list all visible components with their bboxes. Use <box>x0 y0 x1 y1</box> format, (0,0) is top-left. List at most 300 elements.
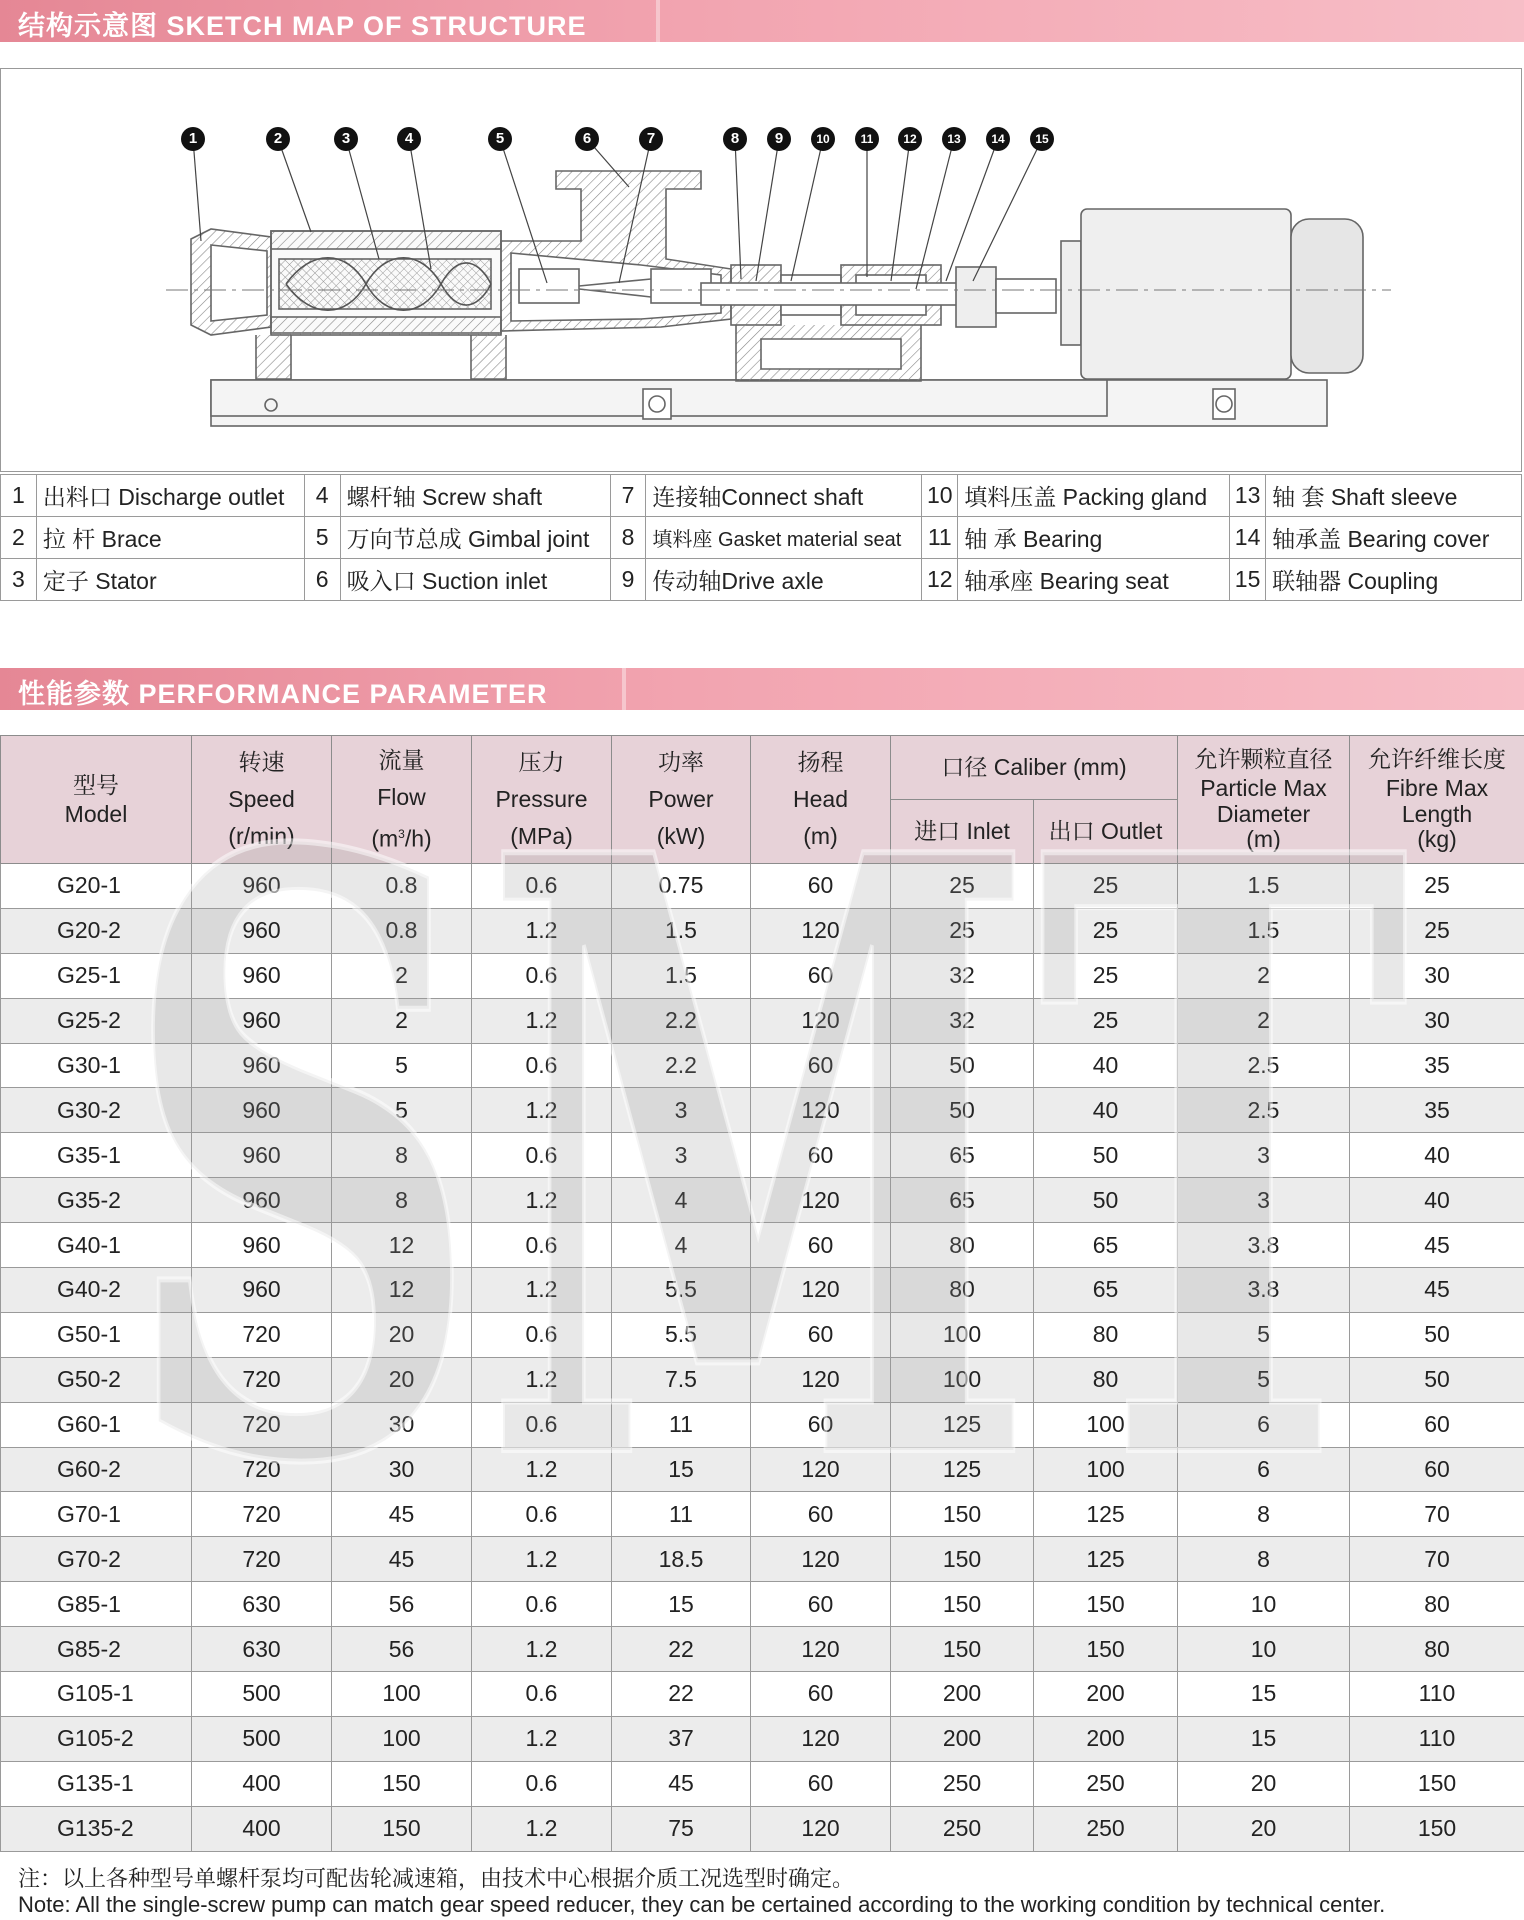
part-number: 3 <box>1 559 37 601</box>
model-cell: G70-1 <box>1 1492 192 1537</box>
part-number: 1 <box>1 475 37 517</box>
value-cell: 0.8 <box>332 864 472 909</box>
parts-legend-table <box>0 474 1522 601</box>
value-cell: 60 <box>1350 1447 1524 1492</box>
value-cell: 65 <box>891 1133 1034 1178</box>
value-cell: 120 <box>751 998 891 1043</box>
value-cell: 3 <box>1178 1133 1350 1178</box>
banner-divider <box>622 668 626 710</box>
value-cell: 40 <box>1034 1043 1178 1088</box>
value-cell: 25 <box>1350 864 1524 909</box>
value-cell: 150 <box>1350 1761 1524 1806</box>
value-cell: 1.2 <box>472 998 612 1043</box>
table-row <box>1 1761 1524 1806</box>
value-cell: 0.8 <box>332 908 472 953</box>
value-cell: 25 <box>891 908 1034 953</box>
value-cell: 250 <box>1034 1761 1178 1806</box>
callout-2: 2 <box>266 127 290 151</box>
value-cell: 100 <box>891 1312 1034 1357</box>
model-cell: G60-2 <box>1 1447 192 1492</box>
part-name: 吸入口 Suction inlet <box>340 559 610 601</box>
model-cell: G30-1 <box>1 1043 192 1088</box>
value-cell: 3.8 <box>1178 1268 1350 1313</box>
value-cell: 120 <box>751 1806 891 1851</box>
value-cell: 5.5 <box>612 1312 751 1357</box>
value-cell: 11 <box>612 1492 751 1537</box>
value-cell: 120 <box>751 1537 891 1582</box>
value-cell: 10 <box>1178 1582 1350 1627</box>
value-cell: 120 <box>751 1447 891 1492</box>
table-row <box>1 908 1524 953</box>
value-cell: 45 <box>332 1537 472 1582</box>
value-cell: 45 <box>1350 1268 1524 1313</box>
value-cell: 65 <box>891 1178 1034 1223</box>
value-cell: 45 <box>612 1761 751 1806</box>
value-cell: 1.2 <box>472 1447 612 1492</box>
value-cell: 30 <box>1350 998 1524 1043</box>
part-number: 8 <box>610 517 646 559</box>
part-number: 11 <box>922 517 958 559</box>
value-cell: 30 <box>1350 953 1524 998</box>
model-cell: G50-1 <box>1 1312 192 1357</box>
value-cell: 0.6 <box>472 953 612 998</box>
value-cell: 720 <box>192 1357 332 1402</box>
table-row <box>1 1312 1524 1357</box>
value-cell: 1.2 <box>472 1716 612 1761</box>
value-cell: 22 <box>612 1627 751 1672</box>
value-cell: 150 <box>1034 1582 1178 1627</box>
header-speed: 转速 Speed (r/min) <box>192 736 332 864</box>
part-number: 12 <box>922 559 958 601</box>
value-cell: 720 <box>192 1447 332 1492</box>
model-cell: G85-1 <box>1 1582 192 1627</box>
value-cell: 720 <box>192 1492 332 1537</box>
value-cell: 120 <box>751 908 891 953</box>
table-row <box>1 1133 1524 1178</box>
value-cell: 960 <box>192 1088 332 1133</box>
performance-banner-title: 性能参数 PERFORMANCE PARAMETER <box>18 679 548 709</box>
value-cell: 4 <box>612 1223 751 1268</box>
table-row <box>1 1223 1524 1268</box>
part-name: 传动轴Drive axle <box>646 559 922 601</box>
value-cell: 32 <box>891 998 1034 1043</box>
value-cell: 150 <box>891 1492 1034 1537</box>
value-cell: 60 <box>751 1312 891 1357</box>
value-cell: 960 <box>192 908 332 953</box>
value-cell: 150 <box>891 1582 1034 1627</box>
value-cell: 60 <box>751 1133 891 1178</box>
value-cell: 7.5 <box>612 1357 751 1402</box>
model-cell: G30-2 <box>1 1088 192 1133</box>
value-cell: 25 <box>1034 864 1178 909</box>
part-name: 万向节总成 Gimbal joint <box>340 517 610 559</box>
value-cell: 0.6 <box>472 1402 612 1447</box>
value-cell: 10 <box>1178 1627 1350 1672</box>
table-row <box>1 1537 1524 1582</box>
callout-15: 15 <box>1030 127 1054 151</box>
part-name: 定子 Stator <box>36 559 304 601</box>
callout-13: 13 <box>942 127 966 151</box>
value-cell: 125 <box>891 1447 1034 1492</box>
header-pressure: 压力 Pressure (MPa) <box>472 736 612 864</box>
value-cell: 960 <box>192 1268 332 1313</box>
value-cell: 2 <box>332 953 472 998</box>
part-number: 7 <box>610 475 646 517</box>
part-number: 13 <box>1230 475 1266 517</box>
value-cell: 1.2 <box>472 908 612 953</box>
table-row <box>1 1716 1524 1761</box>
value-cell: 8 <box>332 1133 472 1178</box>
part-number: 14 <box>1230 517 1266 559</box>
value-cell: 5 <box>1178 1357 1350 1402</box>
value-cell: 20 <box>1178 1806 1350 1851</box>
callout-6: 6 <box>575 127 599 151</box>
callout-1: 1 <box>181 127 205 151</box>
model-cell: G105-2 <box>1 1716 192 1761</box>
value-cell: 25 <box>1034 908 1178 953</box>
value-cell: 25 <box>1034 998 1178 1043</box>
part-number: 6 <box>304 559 340 601</box>
callout-5: 5 <box>488 127 512 151</box>
value-cell: 125 <box>1034 1537 1178 1582</box>
value-cell: 40 <box>1350 1178 1524 1223</box>
value-cell: 200 <box>1034 1672 1178 1717</box>
value-cell: 15 <box>1178 1716 1350 1761</box>
value-cell: 60 <box>751 1582 891 1627</box>
value-cell: 100 <box>1034 1402 1178 1447</box>
table-row <box>1 1043 1524 1088</box>
value-cell: 20 <box>332 1357 472 1402</box>
part-name: 联轴器 Coupling <box>1266 559 1522 601</box>
header-head: 扬程 Head (m) <box>751 736 891 864</box>
model-cell: G20-1 <box>1 864 192 909</box>
structure-sketch <box>0 68 1522 472</box>
value-cell: 3.8 <box>1178 1223 1350 1268</box>
value-cell: 35 <box>1350 1043 1524 1088</box>
part-number: 10 <box>922 475 958 517</box>
part-name: 拉 杆 Brace <box>36 517 304 559</box>
value-cell: 2 <box>332 998 472 1043</box>
value-cell: 2.2 <box>612 1043 751 1088</box>
performance-banner <box>0 668 1524 710</box>
value-cell: 960 <box>192 998 332 1043</box>
parts-row <box>1 475 1522 517</box>
value-cell: 0.6 <box>472 1582 612 1627</box>
value-cell: 70 <box>1350 1492 1524 1537</box>
value-cell: 500 <box>192 1716 332 1761</box>
table-row <box>1 998 1524 1043</box>
model-cell: G85-2 <box>1 1627 192 1672</box>
model-cell: G40-2 <box>1 1268 192 1313</box>
value-cell: 60 <box>751 1672 891 1717</box>
value-cell: 30 <box>332 1447 472 1492</box>
value-cell: 2.2 <box>612 998 751 1043</box>
value-cell: 80 <box>1034 1312 1178 1357</box>
value-cell: 37 <box>612 1716 751 1761</box>
value-cell: 0.6 <box>472 1672 612 1717</box>
value-cell: 120 <box>751 1268 891 1313</box>
value-cell: 960 <box>192 1043 332 1088</box>
value-cell: 5 <box>332 1088 472 1133</box>
value-cell: 15 <box>1178 1672 1350 1717</box>
part-name: 出料口 Discharge outlet <box>36 475 304 517</box>
part-name: 轴承座 Bearing seat <box>958 559 1230 601</box>
callout-10: 10 <box>811 127 835 151</box>
table-row <box>1 1627 1524 1672</box>
value-cell: 30 <box>332 1402 472 1447</box>
table-row <box>1 1268 1524 1313</box>
table-row <box>1 1492 1524 1537</box>
value-cell: 8 <box>332 1178 472 1223</box>
value-cell: 18.5 <box>612 1537 751 1582</box>
value-cell: 150 <box>332 1806 472 1851</box>
callout-8: 8 <box>723 127 747 151</box>
value-cell: 50 <box>891 1043 1034 1088</box>
value-cell: 56 <box>332 1627 472 1672</box>
pump-drawing <box>1 69 1521 471</box>
value-cell: 110 <box>1350 1672 1524 1717</box>
callout-14: 14 <box>986 127 1010 151</box>
value-cell: 1.2 <box>472 1537 612 1582</box>
value-cell: 5 <box>1178 1312 1350 1357</box>
value-cell: 250 <box>1034 1806 1178 1851</box>
sketch-banner-title: 结构示意图 SKETCH MAP OF STRUCTURE <box>18 11 587 41</box>
value-cell: 500 <box>192 1672 332 1717</box>
value-cell: 80 <box>891 1268 1034 1313</box>
table-row <box>1 864 1524 909</box>
model-cell: G135-1 <box>1 1761 192 1806</box>
value-cell: 50 <box>891 1088 1034 1133</box>
value-cell: 15 <box>612 1582 751 1627</box>
value-cell: 25 <box>1350 908 1524 953</box>
table-row <box>1 1806 1524 1851</box>
value-cell: 125 <box>891 1402 1034 1447</box>
value-cell: 45 <box>332 1492 472 1537</box>
value-cell: 60 <box>751 864 891 909</box>
value-cell: 0.75 <box>612 864 751 909</box>
header-caliber: 口径 Caliber (mm) <box>891 736 1178 800</box>
value-cell: 65 <box>1034 1268 1178 1313</box>
value-cell: 5 <box>332 1043 472 1088</box>
value-cell: 0.6 <box>472 1043 612 1088</box>
value-cell: 2.5 <box>1178 1043 1350 1088</box>
value-cell: 200 <box>891 1672 1034 1717</box>
table-row <box>1 1357 1524 1402</box>
value-cell: 11 <box>612 1402 751 1447</box>
table-row <box>1 1447 1524 1492</box>
model-cell: G135-2 <box>1 1806 192 1851</box>
model-cell: G25-1 <box>1 953 192 998</box>
part-name: 连接轴Connect shaft <box>646 475 922 517</box>
value-cell: 3 <box>1178 1178 1350 1223</box>
model-cell: G25-2 <box>1 998 192 1043</box>
value-cell: 960 <box>192 953 332 998</box>
value-cell: 1.2 <box>472 1806 612 1851</box>
part-number: 15 <box>1230 559 1266 601</box>
value-cell: 1.5 <box>612 908 751 953</box>
header-particle: 允许颗粒直径 Particle Max Diameter (m) <box>1178 736 1350 864</box>
header-model: 型号 Model <box>1 736 192 864</box>
model-cell: G70-2 <box>1 1537 192 1582</box>
value-cell: 0.6 <box>472 1133 612 1178</box>
table-row <box>1 1672 1524 1717</box>
value-cell: 2 <box>1178 953 1350 998</box>
value-cell: 120 <box>751 1178 891 1223</box>
value-cell: 50 <box>1350 1357 1524 1402</box>
callout-7: 7 <box>639 127 663 151</box>
value-cell: 120 <box>751 1716 891 1761</box>
value-cell: 720 <box>192 1537 332 1582</box>
value-cell: 12 <box>332 1223 472 1268</box>
value-cell: 0.6 <box>472 864 612 909</box>
value-cell: 65 <box>1034 1223 1178 1268</box>
value-cell: 60 <box>751 1402 891 1447</box>
header-inlet: 进口 Inlet <box>891 800 1034 864</box>
value-cell: 22 <box>612 1672 751 1717</box>
banner-divider <box>656 0 660 42</box>
value-cell: 60 <box>751 1043 891 1088</box>
value-cell: 120 <box>751 1627 891 1672</box>
part-name: 填料压盖 Packing gland <box>958 475 1230 517</box>
table-row <box>1 1178 1524 1223</box>
value-cell: 200 <box>1034 1716 1178 1761</box>
model-cell: G105-1 <box>1 1672 192 1717</box>
callout-4: 4 <box>397 127 421 151</box>
value-cell: 100 <box>332 1672 472 1717</box>
value-cell: 400 <box>192 1806 332 1851</box>
value-cell: 150 <box>1350 1806 1524 1851</box>
header-flow: 流量 Flow $(m^3/h)$ <box>332 736 472 864</box>
part-number: 9 <box>610 559 646 601</box>
note-en: Note: All the single-screw pump can match gear speed reducer, they can be certained according to the working condition by technical center. <box>18 1892 1386 1917</box>
part-number: 4 <box>304 475 340 517</box>
value-cell: 150 <box>891 1627 1034 1672</box>
value-cell: 1.5 <box>1178 864 1350 909</box>
part-name: 填料座 Gasket material seat <box>646 517 922 559</box>
value-cell: 100 <box>891 1357 1034 1402</box>
sketch-banner <box>0 0 1524 42</box>
value-cell: 50 <box>1034 1133 1178 1178</box>
parts-row <box>1 559 1522 601</box>
value-cell: 60 <box>751 1492 891 1537</box>
header-power: 功率 Power (kW) <box>612 736 751 864</box>
value-cell: 12 <box>332 1268 472 1313</box>
value-cell: 100 <box>332 1716 472 1761</box>
header-fibre: 允许纤维长度 Fibre Max Length (kg) <box>1350 736 1524 864</box>
value-cell: 150 <box>891 1537 1034 1582</box>
value-cell: 50 <box>1034 1178 1178 1223</box>
parts-row <box>1 517 1522 559</box>
value-cell: 3 <box>612 1088 751 1133</box>
value-cell: 1.2 <box>472 1268 612 1313</box>
value-cell: 400 <box>192 1761 332 1806</box>
value-cell: 60 <box>751 1223 891 1268</box>
part-number: 5 <box>304 517 340 559</box>
value-cell: 15 <box>612 1447 751 1492</box>
value-cell: 80 <box>891 1223 1034 1268</box>
value-cell: 1.2 <box>472 1088 612 1133</box>
value-cell: 32 <box>891 953 1034 998</box>
value-cell: 80 <box>1034 1357 1178 1402</box>
model-cell: G20-2 <box>1 908 192 953</box>
table-row <box>1 953 1524 998</box>
value-cell: 960 <box>192 1133 332 1178</box>
value-cell: 960 <box>192 864 332 909</box>
value-cell: 960 <box>192 1223 332 1268</box>
value-cell: 4 <box>612 1178 751 1223</box>
table-row <box>1 1582 1524 1627</box>
value-cell: 3 <box>612 1133 751 1178</box>
value-cell: 630 <box>192 1582 332 1627</box>
value-cell: 60 <box>1350 1402 1524 1447</box>
value-cell: 120 <box>751 1088 891 1133</box>
value-cell: 40 <box>1034 1088 1178 1133</box>
value-cell: 0.6 <box>472 1312 612 1357</box>
value-cell: 35 <box>1350 1088 1524 1133</box>
value-cell: 960 <box>192 1178 332 1223</box>
model-cell: G60-1 <box>1 1402 192 1447</box>
value-cell: 150 <box>332 1761 472 1806</box>
value-cell: 8 <box>1178 1492 1350 1537</box>
note-cn: 注：以上各种型号单螺杆泵均可配齿轮减速箱，由技术中心根据介质工况选型时确定。 <box>18 1866 855 1891</box>
value-cell: 120 <box>751 1357 891 1402</box>
value-cell: 1.5 <box>1178 908 1350 953</box>
value-cell: 1.2 <box>472 1627 612 1672</box>
value-cell: 2 <box>1178 998 1350 1043</box>
part-name: 轴 承 Bearing <box>958 517 1230 559</box>
value-cell: 40 <box>1350 1133 1524 1178</box>
table-row <box>1 1088 1524 1133</box>
value-cell: 250 <box>891 1806 1034 1851</box>
value-cell: 60 <box>751 1761 891 1806</box>
value-cell: 100 <box>1034 1447 1178 1492</box>
value-cell: 45 <box>1350 1223 1524 1268</box>
model-cell: G35-2 <box>1 1178 192 1223</box>
value-cell: 25 <box>891 864 1034 909</box>
value-cell: 5.5 <box>612 1268 751 1313</box>
header-outlet: 出口 Outlet <box>1034 800 1178 864</box>
part-name: 轴 套 Shaft sleeve <box>1266 475 1522 517</box>
value-cell: 720 <box>192 1312 332 1357</box>
value-cell: 25 <box>1034 953 1178 998</box>
value-cell: 20 <box>1178 1761 1350 1806</box>
value-cell: 2.5 <box>1178 1088 1350 1133</box>
model-cell: G50-2 <box>1 1357 192 1402</box>
value-cell: 125 <box>1034 1492 1178 1537</box>
value-cell: 1.2 <box>472 1357 612 1402</box>
part-name: 轴承盖 Bearing cover <box>1266 517 1522 559</box>
value-cell: 150 <box>1034 1627 1178 1672</box>
value-cell: 6 <box>1178 1402 1350 1447</box>
part-name: 螺杆轴 Screw shaft <box>340 475 610 517</box>
value-cell: 0.6 <box>472 1761 612 1806</box>
callout-9: 9 <box>767 127 791 151</box>
value-cell: 200 <box>891 1716 1034 1761</box>
table-row <box>1 1402 1524 1447</box>
value-cell: 80 <box>1350 1627 1524 1672</box>
value-cell: 70 <box>1350 1537 1524 1582</box>
value-cell: 75 <box>612 1806 751 1851</box>
callout-11: 11 <box>855 127 879 151</box>
value-cell: 56 <box>332 1582 472 1627</box>
part-number: 2 <box>1 517 37 559</box>
value-cell: 0.6 <box>472 1223 612 1268</box>
value-cell: 110 <box>1350 1716 1524 1761</box>
callout-3: 3 <box>334 127 358 151</box>
value-cell: 630 <box>192 1627 332 1672</box>
value-cell: 1.5 <box>612 953 751 998</box>
value-cell: 720 <box>192 1402 332 1447</box>
